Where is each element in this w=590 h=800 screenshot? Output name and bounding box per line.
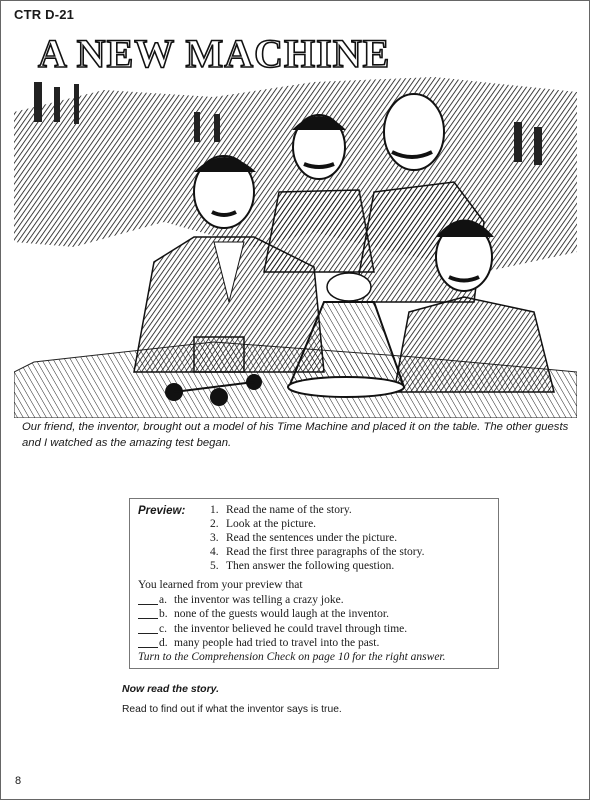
answer-choice-b[interactable]: b. none of the guests would laugh at the inventor. [138, 607, 407, 621]
list-item: 4. Read the first three paragraphs of the story. [210, 546, 425, 558]
illustration-caption: Our friend, the inventor, brought out a model of his Time Machine and placed it on the table. The other guests and I watched as the amazing test began. [22, 421, 569, 449]
list-item: 1. Read the name of the story. [210, 504, 352, 516]
list-item: 2. Look at the picture. [210, 518, 317, 530]
page-number: 8 [15, 775, 22, 787]
answer-blank[interactable] [138, 607, 158, 619]
answer-choice-d[interactable]: d. many people had tried to travel into the past. [138, 636, 407, 650]
inventor-time-machine-illustration [14, 72, 577, 418]
story-title: A NEW MACHINE [38, 31, 391, 76]
lesson-code: CTR D-21 [14, 7, 75, 22]
list-item: 5. Then answer the following question. [210, 560, 395, 572]
list-item: 3. Read the sentences under the picture. [210, 532, 398, 544]
answer-blank[interactable] [138, 622, 158, 634]
answer-blank[interactable] [138, 593, 158, 605]
now-read-heading: Now read the story. [122, 683, 220, 695]
answer-choice-c[interactable]: c. the inventor believed he could travel through time. [138, 622, 407, 636]
answer-blank[interactable] [138, 636, 158, 648]
answer-choice-a[interactable]: a. the inventor was telling a crazy joke. [138, 593, 407, 607]
answer-choices [138, 593, 407, 650]
preview-steps [210, 503, 425, 573]
question-prompt: You learned from your preview that [138, 579, 303, 591]
comprehension-check-note: Turn to the Comprehension Check on page 10 for the right answer. [138, 651, 446, 663]
preview-box [129, 498, 499, 669]
preview-label: Preview: [138, 505, 186, 517]
reading-instruction: Read to find out if what the inventor says is true. [122, 704, 342, 715]
